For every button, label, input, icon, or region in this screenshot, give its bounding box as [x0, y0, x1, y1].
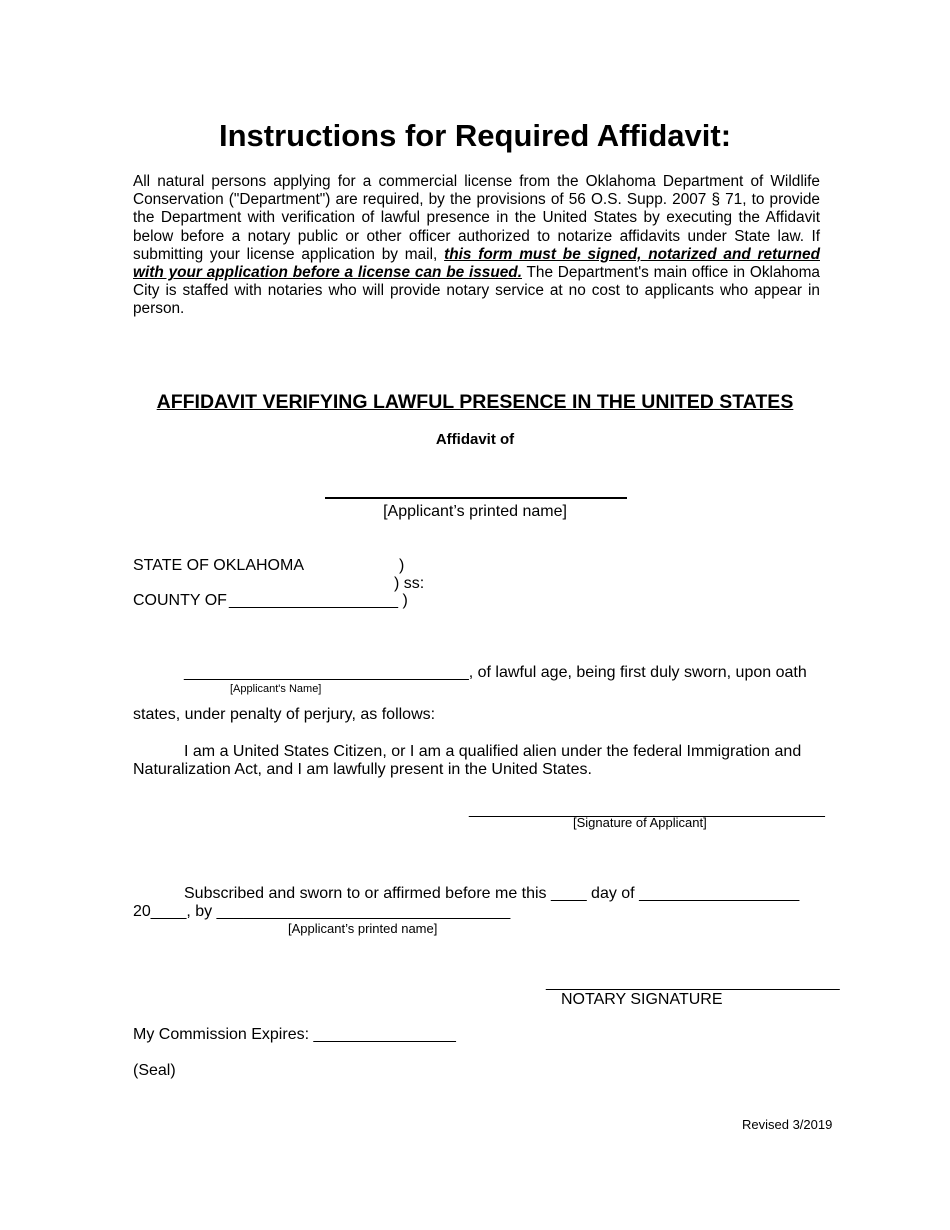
- county-blank: ___________________ ): [229, 592, 408, 609]
- applicant-printed-name-caption: [Applicant’s printed name]: [383, 503, 567, 520]
- page-title: Instructions for Required Affidavit:: [218, 118, 732, 153]
- citizenship-statement-line2: Naturalization Act, and I am lawfully present in the United States.: [133, 761, 592, 778]
- citizenship-statement-line1: I am a United States Citizen, or I am a qualified alien under the federal Immigration and: [184, 743, 802, 760]
- instructions-text-part1: All natural persons applying for a commercial license from the Oklahoma Department of Wildlife Conservation ("Department") are required, by the provisions of 56 O.S. Supp. 2007 § 71, to provide the Department with verification of lawful presence in the United States by executing the Affidavit below before a notary public or other officer authorized to notarize affidavits under State law. If submitting your license application by mail,: [133, 173, 820, 263]
- instructions-text-part2: The Department's main office in Oklahoma City is staffed with notaries who will provide notary service at no cost to applicants who appear in person.: [133, 264, 820, 318]
- applicant-signature-caption: [Signature of Applicant]: [573, 815, 707, 830]
- subscribed-printed-name-caption: [Applicant’s printed name]: [288, 921, 438, 936]
- commission-expires: My Commission Expires: ________________: [133, 1026, 456, 1043]
- applicant-printed-name-line: [325, 497, 627, 499]
- applicant-signature-line: ________________________________________: [469, 801, 825, 818]
- county-label: COUNTY OF: [133, 592, 227, 609]
- applicant-name-caption: [Applicant's Name]: [230, 683, 322, 695]
- subscribed-line2: 20____, by _________________________________: [133, 903, 511, 920]
- state-label: STATE OF OKLAHOMA: [133, 557, 304, 574]
- revision-date: Revised 3/2019: [742, 1117, 833, 1132]
- instructions-paragraph: [133, 173, 820, 319]
- notary-signature-line: _________________________________: [546, 974, 840, 991]
- venue-paren-top: ): [399, 557, 405, 574]
- instructions-emphasis: this form must be signed, notarized and returned with your application before a license can be issued.: [133, 245, 820, 282]
- penalty-statement: states, under penalty of perjury, as follows:: [133, 706, 436, 723]
- oath-line: ________________________________, of lawful age, being first duly sworn, upon oath: [184, 664, 807, 681]
- affidavit-heading: AFFIDAVIT VERIFYING LAWFUL PRESENCE IN THE UNITED STATES: [156, 391, 794, 413]
- notary-signature-label: NOTARY SIGNATURE: [561, 991, 723, 1008]
- subscribed-line1: Subscribed and sworn to or affirmed before me this ____ day of __________________: [184, 885, 800, 902]
- affidavit-of-label: Affidavit of: [435, 431, 515, 448]
- venue-ss: ) ss:: [394, 575, 425, 592]
- seal-label: (Seal): [133, 1062, 176, 1079]
